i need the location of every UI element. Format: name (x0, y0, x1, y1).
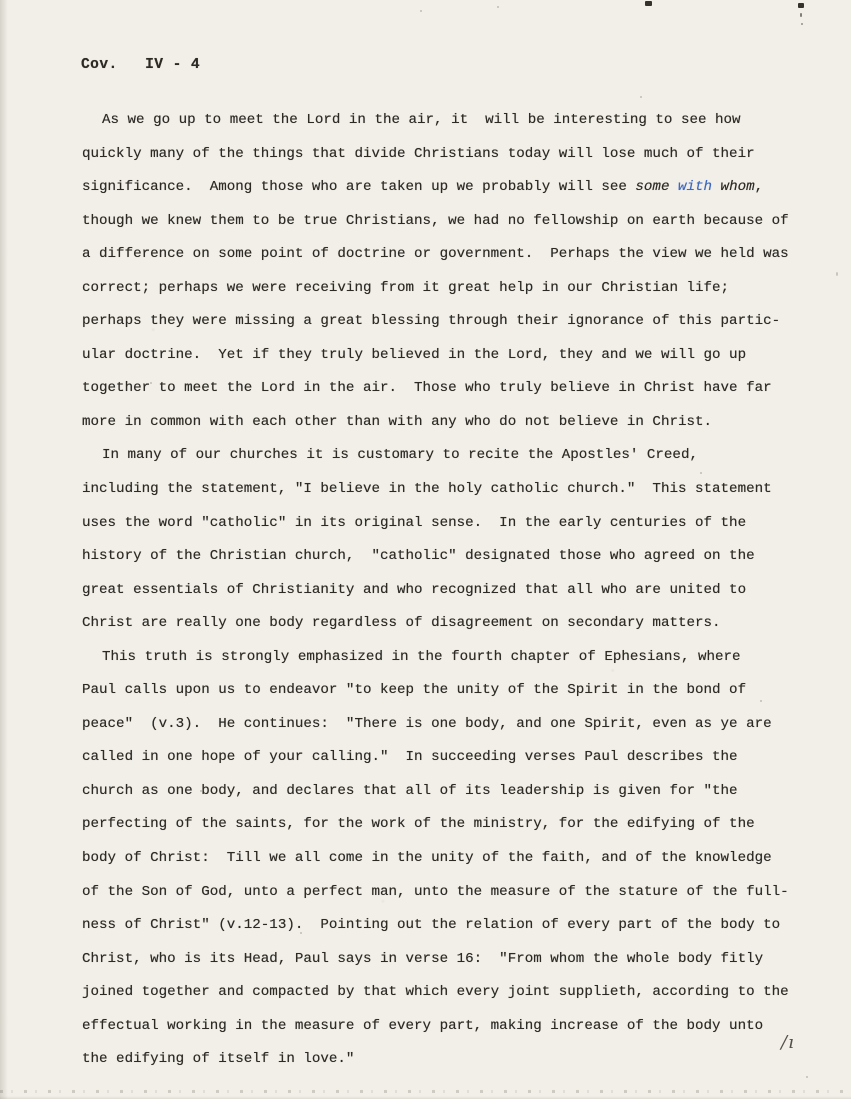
text-segment: church as one body, and declares that all of its leadership is given for "the (82, 782, 738, 799)
text-segment: whom (712, 179, 755, 196)
scan-artifact-line (0, 1090, 851, 1093)
scan-dot (806, 1076, 808, 1078)
text-line (82, 372, 789, 406)
text-line (82, 641, 789, 675)
text-segment: body of Christ: Till we all come in the unity of the faith, and of the knowledge (82, 850, 772, 867)
text-segment: effectual working in the measure of every part, making increase of the body unto (82, 1017, 764, 1034)
text-line (82, 205, 789, 239)
text-segment: the edifying of itself in love." (82, 1051, 355, 1068)
text-segment: ular doctrine. Yet if they truly believed in the Lord, they and we will go up (82, 346, 747, 363)
text-segment: together to meet the Lord in the air. Those who truly believe in Christ have far (82, 380, 772, 397)
paragraph (82, 439, 789, 640)
text-segment: more in common with each other than with any who do not believe in Christ. (82, 413, 713, 430)
text-line (82, 305, 789, 339)
handwritten-mark: /ı (781, 1032, 795, 1053)
text-segment: peace" (v.3). He continues: "There is one body, and one Spirit, even as ye are (82, 715, 772, 732)
scan-dot (420, 10, 422, 12)
scan-speck (800, 13, 802, 17)
text-segment: Christ are really one body regardless of disagreement on secondary matters. (82, 615, 721, 632)
text-segment: with (677, 179, 713, 196)
text-segment: significance. Among those who are taken up we probably will see (82, 179, 636, 196)
text-line (82, 138, 789, 172)
text-line (82, 507, 789, 541)
text-line (82, 674, 789, 708)
text-segment: great essentials of Christianity and who recognized that all who are united to (82, 581, 747, 598)
text-line (82, 976, 789, 1010)
text-segment: of the Son of God, unto a perfect man, unto the measure of the stature of the full- (82, 883, 789, 900)
text-line (82, 607, 789, 641)
text-line (82, 808, 789, 842)
scan-edge-shadow-left (0, 0, 8, 1099)
text-line (82, 439, 789, 473)
text-segment: In many of our churches it is customary to recite the Apostles' Creed, (102, 447, 698, 464)
text-segment: including the statement, "I believe in the holy catholic church." This statement (82, 481, 772, 498)
text-line (82, 775, 789, 809)
text-segment: Paul calls upon us to endeavor "to keep the unity of the Spirit in the bond of (82, 682, 747, 699)
text-line (82, 406, 789, 440)
text-segment: a difference on some point of doctrine or government. Perhaps the view we held was (82, 246, 789, 263)
text-segment: uses the word "catholic" in its original sense. In the early centuries of the (82, 514, 747, 531)
text-line (82, 473, 789, 507)
text-segment: , (754, 179, 764, 196)
text-segment: quickly many of the things that divide Christians today will lose much of their (82, 145, 755, 162)
text-segment: perfecting of the saints, for the work of the ministry, for the edifying of the (82, 816, 755, 833)
page-body (82, 104, 789, 1077)
text-line (82, 171, 789, 205)
page-header-label: Cov. IV - 4 (81, 57, 201, 73)
text-line (82, 876, 789, 910)
scan-dot (640, 96, 642, 98)
text-line (82, 909, 789, 943)
text-line (82, 339, 789, 373)
scan-speck (645, 1, 652, 6)
paragraph (82, 641, 789, 1077)
text-segment: though we knew them to be true Christians, we had no fellowship on earth because of (82, 212, 789, 229)
text-segment: history of the Christian church, "catholic" designated those who agreed on the (82, 548, 755, 565)
text-line (82, 842, 789, 876)
text-segment: joined together and compacted by that which every joint supplieth, according to the (82, 984, 789, 1001)
paragraph (82, 104, 789, 439)
scan-speck (798, 3, 804, 8)
text-line (82, 574, 789, 608)
scan-speck (801, 23, 803, 25)
text-segment: called in one hope of your calling." In succeeding verses Paul describes the (82, 749, 738, 766)
text-line (82, 708, 789, 742)
text-segment: ness of Christ" (v.12-13). Pointing out the relation of every part of the body to (82, 917, 781, 934)
text-segment: Christ, who is its Head, Paul says in verse 16: "From whom the whole body fitly (82, 950, 764, 967)
text-segment: As we go up to meet the Lord in the air, it will be interesting to see how (102, 112, 741, 128)
text-line (82, 104, 789, 138)
text-line (82, 1010, 789, 1044)
text-segment: This truth is strongly emphasized in the fourth chapter of Ephesians, where (102, 648, 741, 665)
text-line (82, 238, 789, 272)
text-line (82, 272, 789, 306)
text-line (82, 540, 789, 574)
scan-dot (497, 6, 499, 8)
text-line (82, 943, 789, 977)
scan-dot (836, 272, 838, 276)
text-line (82, 1043, 789, 1077)
text-segment: correct; perhaps we were receiving from it great help in our Christian life; (82, 279, 730, 296)
text-segment: perhaps they were missing a great blessing through their ignorance of this partic- (82, 313, 781, 330)
text-line (82, 741, 789, 775)
text-segment: some (635, 179, 678, 196)
